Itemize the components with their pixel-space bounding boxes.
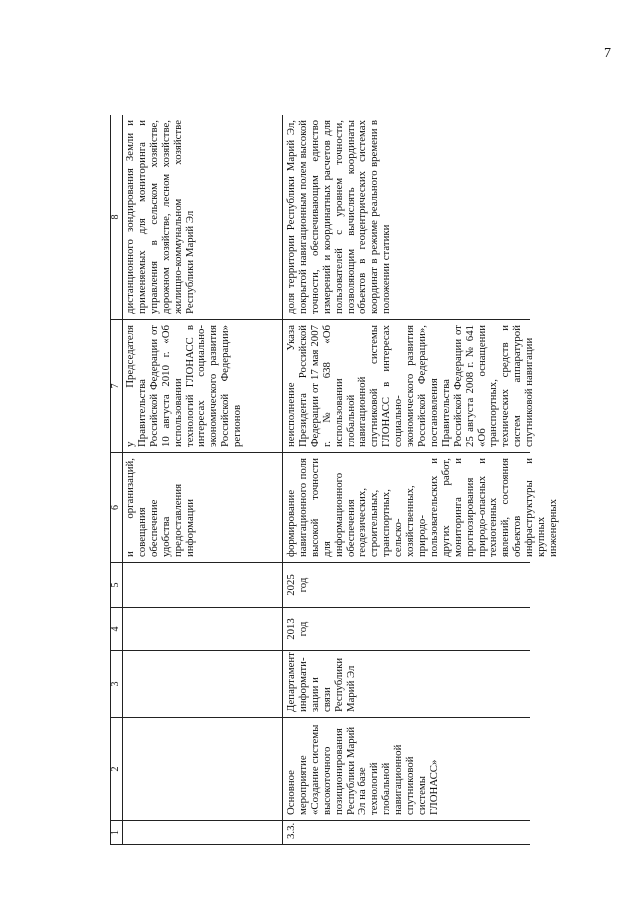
column-number-7: 7	[110, 320, 122, 453]
row-3-3-expected-result: формирование навигационного поля высокой точности для информационного обеспечения геодезических, строительных, транспортных, сельско-хозяйственных, природо-пользовательских и других работ, мониторинга и прогнозирования природо-опасных и техногенных явлений, состояния объектов инфраструктуры и крупных инженерных	[283, 453, 530, 563]
row-3-3-start-year: 2013 год	[283, 608, 530, 651]
rotated-table-sheet	[110, 115, 559, 845]
row-3-3-measure-name: Основное мероприятие «Создание системы высокоточного позиционирования Республики Марий Эл на базе технологий глобальной навигационной спутниковой системы ГЛОНАСС»	[283, 718, 530, 821]
continuation-col8-text: дистанционного зондирования Земли и применяемых для мониторинга и управления в сельском хозяйстве, дорожном хозяйстве, лесном хозяйстве, жилищно-коммунальном хозяйстве Республики Марий Эл	[122, 115, 282, 320]
row-3-3-executor: Департамент информати-зации и связи Республики Марий Эл	[283, 651, 530, 718]
column-number-2: 2	[110, 718, 122, 821]
continuation-col4	[122, 608, 282, 651]
continuation-col2	[122, 718, 282, 821]
row-3-3-number: 3.3.	[283, 821, 530, 845]
page-number: 7	[604, 46, 611, 61]
continuation-col6-text: и организаций, совещания обеспечение удобства предоставления информации	[122, 453, 282, 563]
continuation-col3	[122, 651, 282, 718]
continuation-col5	[122, 563, 282, 608]
row-3-3-end-year: 2025 год	[283, 563, 530, 608]
row-3-3-indicator-link: доля территории Республики Марий Эл, покрытой навигационным полем высокой точности, обеспечивающим единство измерений и координатных расчетов для пользователей с уровнем точности, позволяющим вычислять координаты объектов в геоцентрических системах координат в режиме реального времени в положении статики	[283, 115, 530, 320]
continuation-col7-text: у Председателя Правительства Российской Федерации от 10 августа 2010 г. «Об использовании технологий ГЛОНАСС в интересах социально-экономического развития Российской Федерации» регионов	[122, 320, 282, 453]
column-number-8: 8	[110, 115, 122, 320]
column-number-1: 1	[110, 821, 122, 845]
column-number-3: 3	[110, 651, 122, 718]
column-number-4: 4	[110, 608, 122, 651]
column-number-6: 6	[110, 453, 122, 563]
continuation-col1	[122, 821, 282, 845]
column-number-5: 5	[110, 563, 122, 608]
row-3-3-consequences: неисполнение Указа Президента Российской Федерации от 17 мая 2007 г. № 638 «Об использовании глобальной навигационной спутниковой системы ГЛОНАСС в интересах социально-экономического развития Российской Федерации», постановления Правительства Российской Федерации от 25 августа 2008 г. № 641 «Об оснащении транспортных, технических средств и систем аппаратурой спутниковой навигации	[283, 320, 530, 453]
